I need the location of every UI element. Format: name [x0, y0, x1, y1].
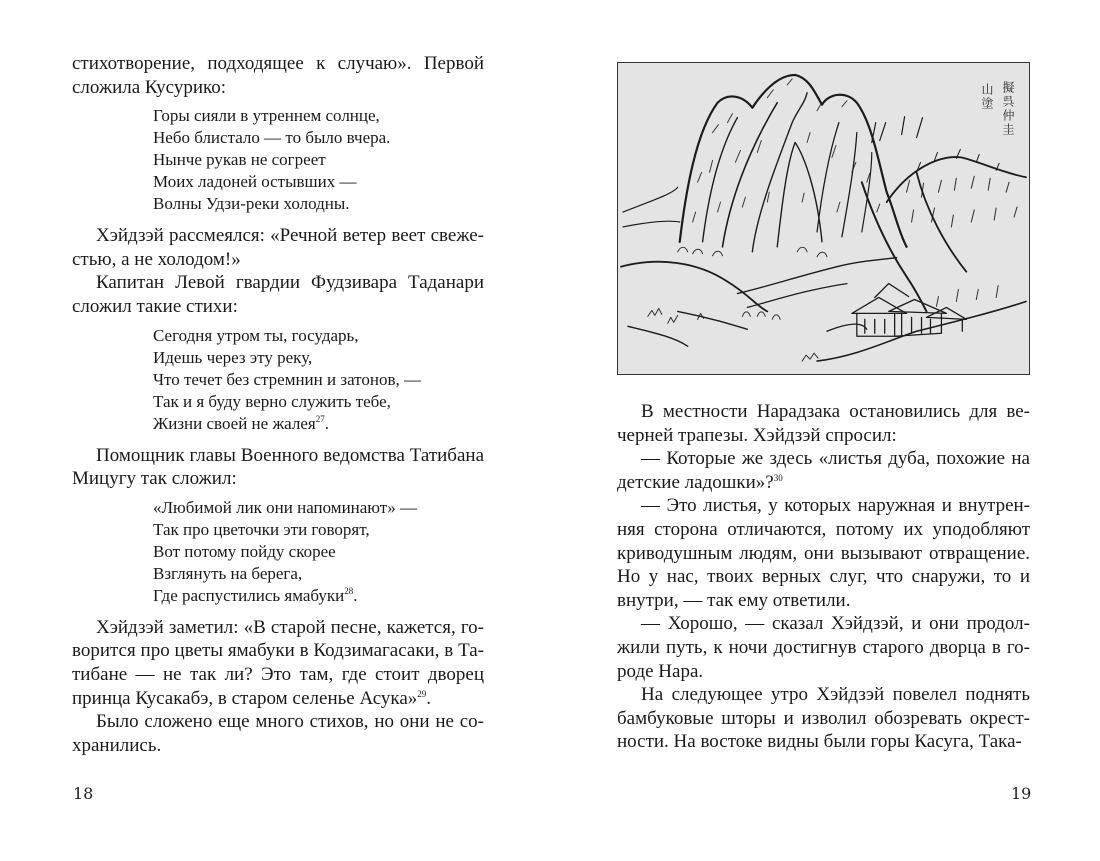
paragraph: стихотворение, подходящее к случаю». Первой сложила Кусурико: [72, 53, 484, 98]
right-page [550, 0, 1100, 861]
verse-line: Так про цветочки эти говорят, [153, 519, 370, 539]
verse-line: Волны Удзи-реки холодны. [153, 194, 350, 214]
footnote-marker-27[interactable]: 27 [315, 413, 325, 424]
verse-line: Жизни своей не жалея$^{27}$. [153, 413, 329, 433]
poem-mitsugu [153, 497, 484, 607]
footnote-marker-29[interactable]: 29 [417, 688, 427, 699]
inscription-column: 山塗 [980, 83, 994, 111]
verse-line: «Любимой лик они напоминают» — [153, 497, 417, 517]
paragraph: Хэйдзэй рассмеялся: «Речной ветер веет свежестью, а не холодом!» [72, 225, 484, 270]
mountain-landscape-drawing [618, 63, 1029, 374]
verse-line: Что течет без стремнин и затонов, — [153, 369, 421, 389]
paragraph: Капитан Левой гвардии Фудзивара Таданари сложил такие стихи: [72, 272, 484, 317]
landscape-illustration [617, 62, 1030, 375]
verse-line: Где распустились ямабуки$^{28}$. [153, 585, 358, 605]
page-number: 19 [1011, 784, 1032, 803]
inscription-column: 擬呉仲圭 [1001, 81, 1015, 137]
paragraph: — Хорошо, — сказал Хэйдзэй, и они продолжили путь, к ночи достигнув старого дворца в городе Нара. [617, 613, 1030, 682]
paragraph: — Это листья, у которых наружная и внутренняя сторона отличаются, потому их уподобляют криводушным людям, они вызывают отвращение. Но у нас, твоих верных слуг, что снаружи, то и внутри, — так ему ответили. [617, 495, 1030, 611]
paragraph: Было сложено еще много стихов, но они не сохранились. [72, 711, 484, 756]
calligraphy-inscription [979, 81, 1015, 137]
paragraph: Хэйдзэй заметил: «В старой песне, кажется, говорится про цветы ямабуки в Кодзимагасаки, в Татибане — не так ли? Это там, где стоит дворец принца Кусакабэ, в старом селенье Асука»$^{29}$. [72, 616, 484, 709]
verse-line: Горы сияли в утреннем солнце, [153, 106, 380, 126]
verse-line: Так и я буду верно служить тебе, [153, 391, 391, 411]
verse-line: Идешь через эту реку, [153, 347, 313, 367]
paragraph: В местности Нарадзака остановились для вечерней трапезы. Хэйдзэй спросил: [617, 401, 1030, 446]
paragraph: На следующее утро Хэйдзэй повелел поднять бамбуковые шторы и изволил обозревать окрестности. На востоке видны были горы Касуга, Така- [617, 684, 1030, 753]
paragraph: — Которые же здесь «листья дуба, похожие на детские ладошки»?$^{30}$ [617, 448, 1030, 493]
verse-line: Моих ладоней остывших — [153, 172, 357, 192]
verse-line: Сегодня утром ты, государь, [153, 325, 359, 345]
verse-line: Взглянуть на берега, [153, 563, 303, 583]
footnote-marker-28[interactable]: 28 [344, 585, 354, 596]
poem-kusuriko [153, 105, 484, 215]
page-number: 18 [73, 784, 94, 803]
verse-line: Вот потому пойду скорее [153, 541, 336, 561]
footnote-marker-30[interactable]: 30 [773, 472, 783, 483]
left-text-column [72, 52, 484, 757]
poem-tadanari [153, 325, 484, 435]
verse-line: Небо блистало — то было вчера. [153, 128, 391, 148]
verse-line: Нынче рукав не согреет [153, 150, 326, 170]
paragraph: Помощник главы Военного ведомства Татибана Мицугу так сложил: [72, 444, 484, 490]
right-text-column [617, 400, 1030, 754]
